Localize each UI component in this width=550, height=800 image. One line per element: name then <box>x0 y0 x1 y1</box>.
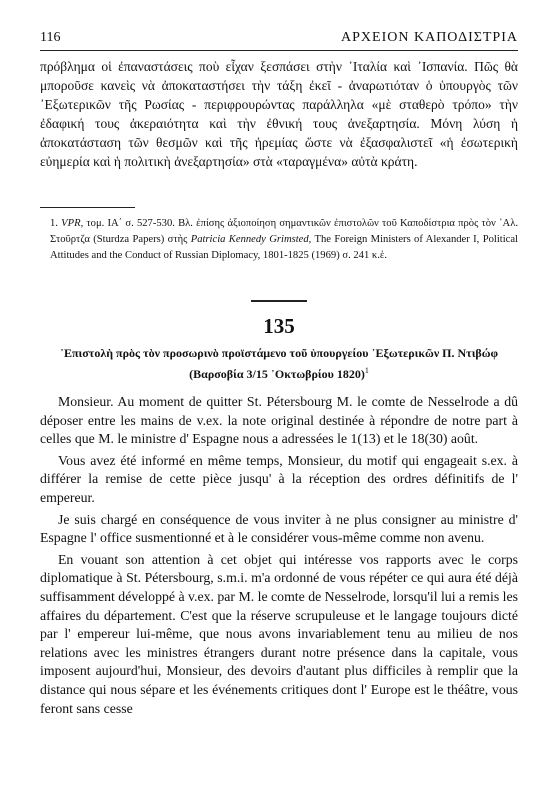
footnote-part1: τομ. ΙΑ΄ σ. 527-530. Βλ. ἐπίσης ἀξιοποίηση σημαντικῶν ἐπιστολῶν τοῦ Καποδίστρια πρὸς τὸν ᾿Αλ. Στοῦρτζα (Sturdza Papers) στὴς <box>50 218 518 245</box>
greek-paragraph: πρόβλημα οἱ ἐπαναστάσεις ποὺ εἶχαν ξεσπάσει στὴν ᾿Ιταλία καὶ ᾿Ισπανία. Πῶς θὰ μποροῦσε κανεὶς νὰ ἀποκαταστήσει τὴν τάξη ἐκεῖ - ἀναρωτιόταν ὁ ὑπουργὸς τῶν ᾿Εξωτερικῶν τῆς Ρωσίας - περιφρουρώντας παράλληλα «μὲ σταθερὸ τρόπο» τὴν ἐδαφική τους ἀκεραιότητα καὶ τὴν ἐθνική τους ἀνεξαρτησία. Μόνη λύση ἡ ἀποκατάσταση τῶν θεσμῶν καὶ τῆς ἠρεμίας ὥστε νὰ ἐξασφαλιστεῖ «ἡ ἐσωτερικὴ εὐημερία καὶ ἡ πολιτικὴ ἀνεξαρτησία» στὰ «ταραγμένα» αὐτὰ κράτη. <box>40 59 518 169</box>
document-title-line1: ᾿Επιστολὴ πρὸς τὸν προσωρινὸ προϊστάμενο τοῦ ὑπουργείου ᾿Εξωτερικῶν Π. Ντιβώφ <box>59 346 499 360</box>
footnote-reference: 1 <box>364 366 369 375</box>
page <box>40 30 518 721</box>
footnote-divider <box>40 207 135 208</box>
document-date: (Βαρσοβία 3/15 ᾿Οκτωβρίου 1820) <box>189 367 365 381</box>
footnote-author: Patricia Kennedy Grimsted, <box>190 234 312 245</box>
letter-paragraph: Monsieur. Au moment de quitter St. Pétersbourg M. le comte de Nesselrode a dû déposer entre les mains de v.ex. la note original destinée à répondre de notre part à celles que M. le ministre d' Espagne nous a adressées le 1(13) et le 18(30) août. <box>40 394 518 447</box>
document-title-line2 <box>40 362 518 383</box>
document-title <box>40 345 518 383</box>
footnote-source: VPR, <box>61 218 84 229</box>
running-header <box>40 30 518 51</box>
page-number: 116 <box>40 30 61 45</box>
footnote <box>40 216 518 264</box>
letter-paragraph: Vous avez été informé en même temps, Monsieur, du motif qui engageait s.ex. à différer la remise de cette pièce jusqu' à la réception des ordres définitifs de l' empereur. <box>40 452 518 505</box>
footnote-number: 1. <box>50 218 58 229</box>
letter-paragraph: Je suis chargé en conséquence de vous inviter à ne plus consigner au ministre d' Espagne l' office susmentionné et à le considérer vous-même comme non avenu. <box>40 511 518 546</box>
footnote-text <box>50 216 518 264</box>
footnote-part2: The Foreign Ministers of Alexander I, Political Attitudes and the Conduct of Russian Diplomacy, 1801-1825 (1969) σ. 241 κ.ἑ. <box>50 234 519 261</box>
running-title: ΑΡΧΕΙΟΝ ΚΑΠΟΔΙΣΤΡΙΑ <box>341 30 518 45</box>
section-divider <box>251 300 307 302</box>
letter-paragraph: En vouant son attention à cet objet qui intéresse vos rapports avec le corps diplomatique à St. Pétersbourg, s.m.i. m'a ordonné de vous répéter ce qui aura été déjà suffisamment développé à v.ex. par M. le comte de Nesselrode, lorsqu'il lui a remis les affaires du département. C'est que la réserve scrupuleuse et le langage toujours dicté par l' empereur lui-même, que nous avons invariablement tenu au milieu de nos relations avec les ministres étrangers durant notre présence dans la capitale, vous imposent aujourd'hui, Monsieur, des devoirs d'autant plus difficiles à remplir que la distance qui nous sépare et les événements critiques dont l' Europe est le théâtre, vous feront sans cesse <box>40 551 518 716</box>
letter-body <box>40 393 518 718</box>
greek-text-block <box>40 57 518 171</box>
document-number: 135 <box>263 314 295 338</box>
